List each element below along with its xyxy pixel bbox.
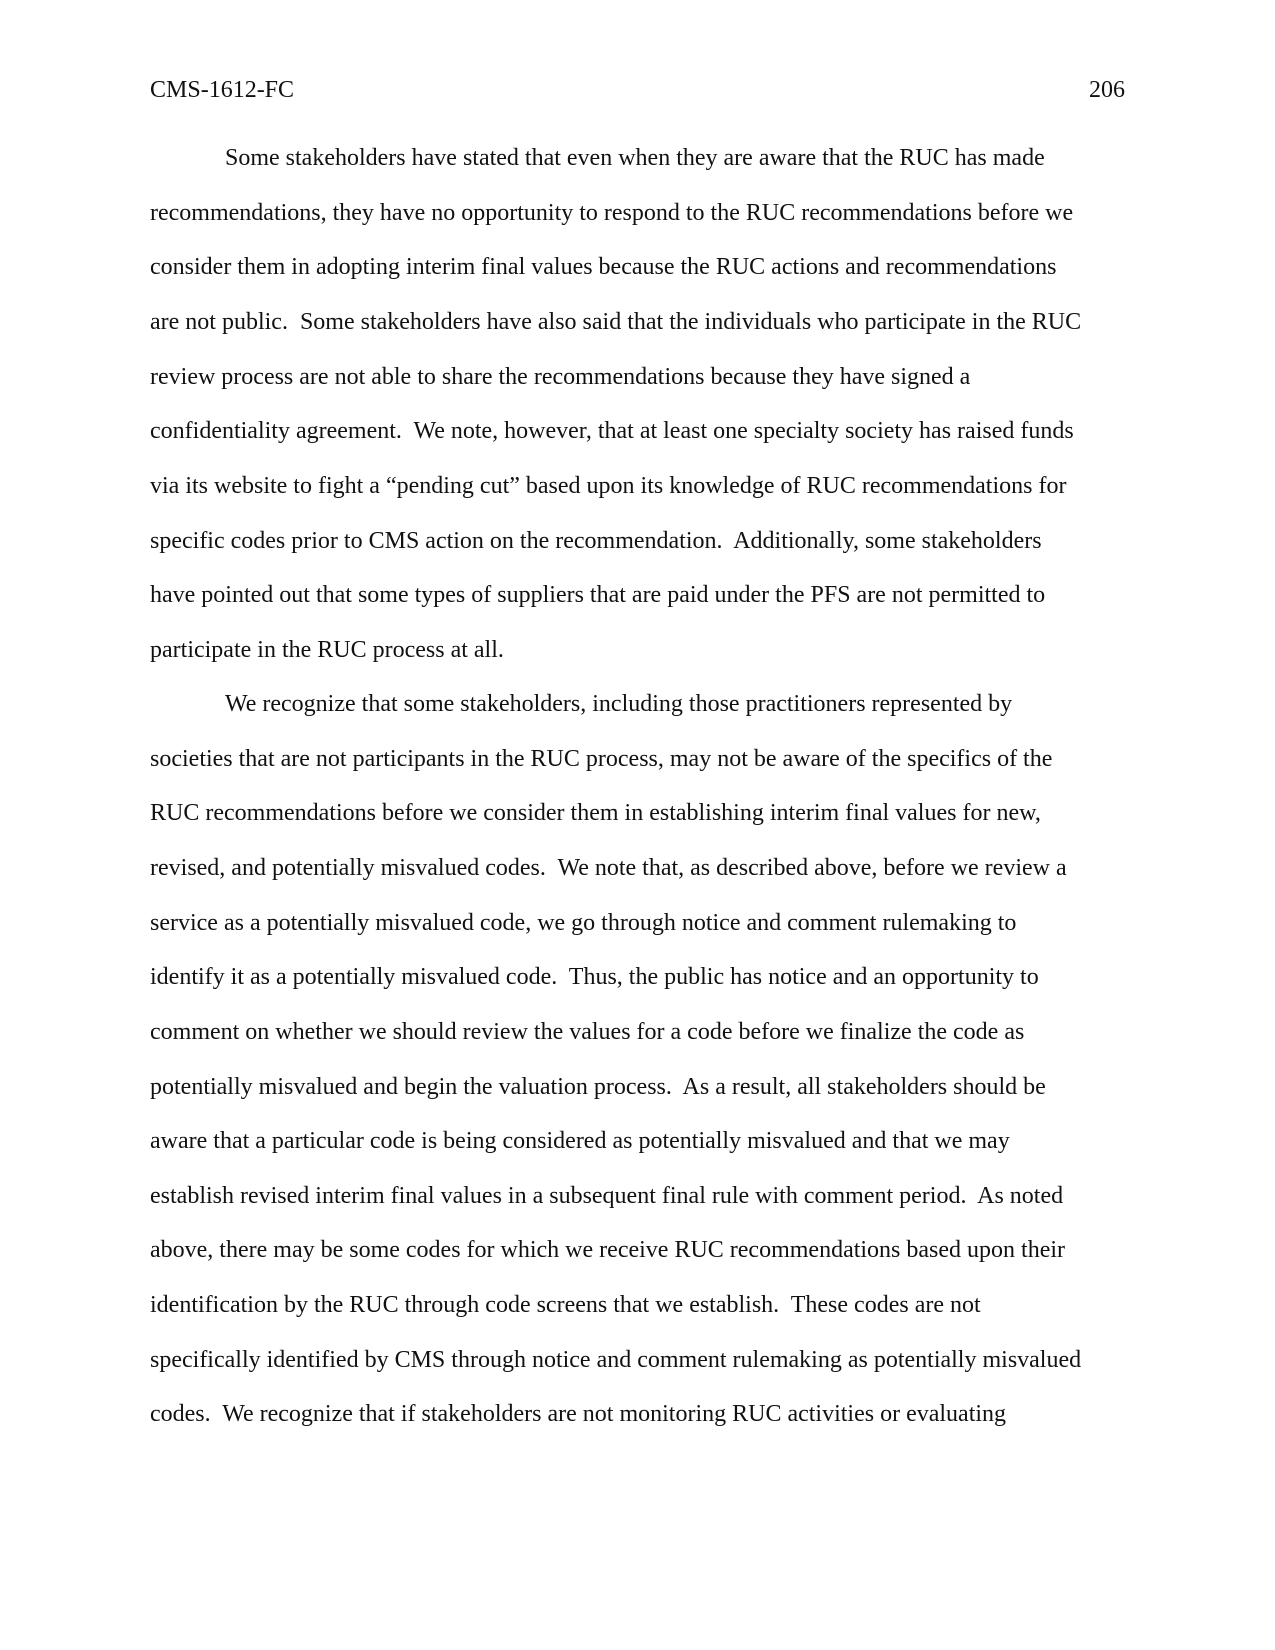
text-line: confidentiality agreement. We note, however, that at least one specialty society has raised funds xyxy=(150,418,1074,444)
text-line: aware that a particular code is being considered as potentially misvalued and that we may xyxy=(150,1128,1010,1154)
text-line: specifically identified by CMS through notice and comment rulemaking as potentially misvalued xyxy=(150,1347,1082,1373)
text-line: above, there may be some codes for which we receive RUC recommendations based upon their xyxy=(150,1237,1066,1263)
text-line: We recognize that some stakeholders, including those practitioners represented by xyxy=(225,691,1013,717)
text-line: identification by the RUC through code screens that we establish. These codes are not xyxy=(150,1292,981,1318)
text-line: establish revised interim final values in a subsequent final rule with comment period. As noted xyxy=(150,1183,1064,1209)
text-line: identify it as a potentially misvalued code. Thus, the public has notice and an opportunity to xyxy=(150,964,1039,990)
text-line: review process are not able to share the recommendations because they have signed a xyxy=(150,364,971,390)
text-line: are not public. Some stakeholders have also said that the individuals who participate in the RUC xyxy=(150,309,1082,335)
text-line: service as a potentially misvalued code, we go through notice and comment rulemaking to xyxy=(150,910,1017,936)
running-header xyxy=(150,74,1125,106)
text-line: participate in the RUC process at all. xyxy=(150,637,504,663)
text-line: Some stakeholders have stated that even when they are aware that the RUC has made xyxy=(225,145,1045,171)
text-line: codes. We recognize that if stakeholders are not monitoring RUC activities or evaluating xyxy=(150,1401,1007,1427)
text-line: have pointed out that some types of suppliers that are paid under the PFS are not permitted to xyxy=(150,582,1046,608)
text-line: societies that are not participants in the RUC process, may not be aware of the specifics of the xyxy=(150,746,1053,772)
text-line: potentially misvalued and begin the valuation process. As a result, all stakeholders should be xyxy=(150,1074,1046,1100)
text-line: comment on whether we should review the values for a code before we finalize the code as xyxy=(150,1019,1025,1045)
text-line: recommendations, they have no opportunity to respond to the RUC recommendations before we xyxy=(150,200,1074,226)
page-number: 206 xyxy=(1089,77,1125,103)
text-line: revised, and potentially misvalued codes. We note that, as described above, before we review a xyxy=(150,855,1067,881)
text-line: RUC recommendations before we consider them in establishing interim final values for new, xyxy=(150,800,1041,826)
text-line: specific codes prior to CMS action on the recommendation. Additionally, some stakeholders xyxy=(150,528,1042,554)
text-line: via its website to fight a “pending cut” based upon its knowledge of RUC recommendations for xyxy=(150,473,1067,499)
document-id: CMS-1612-FC xyxy=(150,77,295,103)
text-line: consider them in adopting interim final values because the RUC actions and recommendations xyxy=(150,254,1057,280)
